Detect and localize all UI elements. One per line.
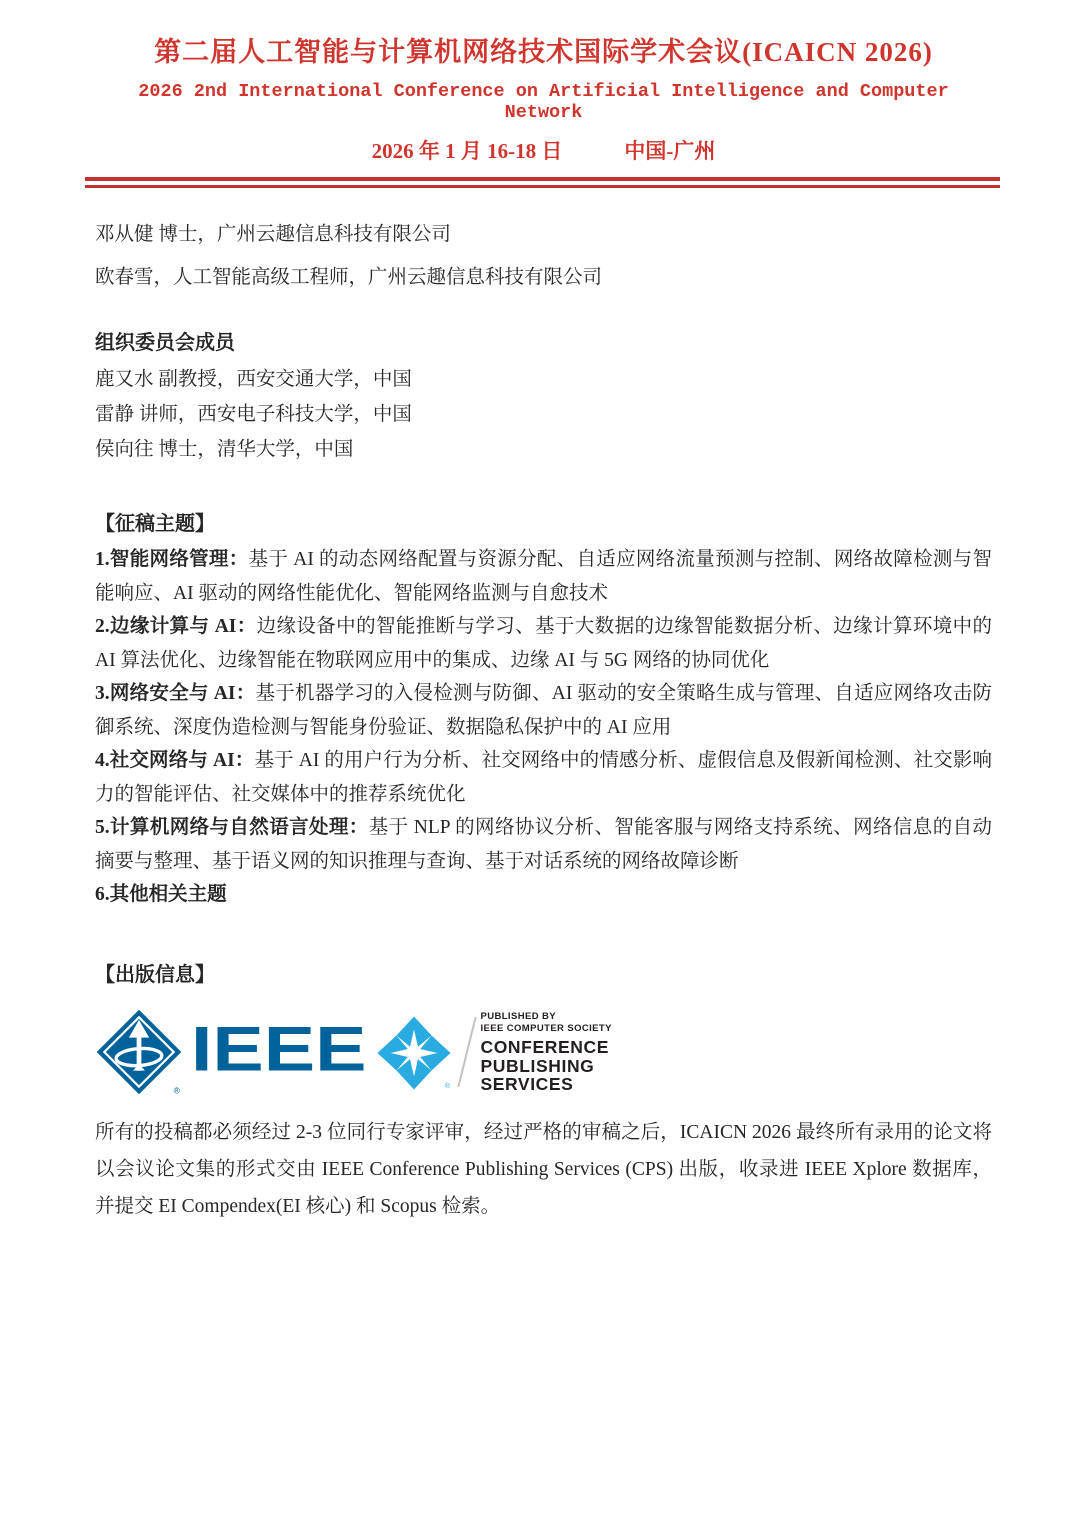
ieee-cps-logo	[95, 1008, 992, 1096]
organizing-committee-heading: 组织委员会成员	[95, 332, 235, 354]
conference-title-en: 2026 2nd International Conference on Artificial Intelligence and Computer Network	[138, 81, 949, 123]
topic-item: 5.计算机网络与自然语言处理：基于 NLP 的网络协议分析、智能客服与网络支持系统、网络信息的自动摘要与整理、基于语义网的知识推理与查询、基于对话系统的网络故障诊断	[95, 817, 992, 872]
list-item: 侯向往 博士，清华大学，中国	[95, 439, 354, 460]
svg-text:®: ®	[445, 1080, 451, 1090]
cps-society: IEEE COMPUTER SOCIETY	[480, 1023, 612, 1035]
cps-published-by: PUBLISHED BY	[480, 1011, 556, 1023]
topics-list	[95, 543, 992, 912]
cps-service-name: CONFERENCE PUBLISHING SERVICES	[480, 1037, 609, 1095]
topics-heading: 【征稿主题】	[95, 513, 215, 535]
ieee-wordmark: IEEE	[191, 1013, 367, 1084]
topic-item: 2.边缘计算与 AI：边缘设备中的智能推断与学习、基于大数据的边缘智能数据分析、边缘计算环境中的 AI 算法优化、边缘智能在物联网应用中的集成、边缘 AI 与 5G 网络的协同优化	[95, 616, 992, 671]
topic-item: 4.社交网络与 AI：基于 AI 的用户行为分析、社交网络中的情感分析、虚假信息及假新闻检测、社交影响力的智能评估、社交媒体中的推荐系统优化	[95, 750, 993, 805]
publication-paragraph: 所有的投稿都必须经过 2-3 位同行专家评审，经过严格的审稿之后，ICAICN 2026 最终所有录用的论文将以会议论文集的形式交由 IEEE Conference Publishing Services (CPS) 出版，收录进 IEEE Xplore 数据库，并提交 EI Compendex(EI 核心) 和 Scopus 检索。	[95, 1121, 992, 1217]
cps-star-icon	[376, 1015, 452, 1091]
topic-item: 6.其他相关主题	[95, 884, 227, 905]
conference-date-location	[95, 135, 992, 165]
topic-item: 3.网络安全与 AI：基于机器学习的入侵检测与防御、AI 驱动的安全策略生成与管理、自适应网络攻击防御系统、深度伪造检测与智能身份验证、数据隐私保护中的 AI 应用	[95, 683, 993, 738]
svg-text:®: ®	[173, 1084, 180, 1095]
list-item: 鹿又水 副教授，西安交通大学，中国	[95, 369, 412, 390]
list-item: 邓从健 博士，广州云趣信息科技有限公司	[95, 224, 451, 245]
publication-heading: 【出版信息】	[95, 963, 215, 986]
header-divider	[85, 177, 1000, 188]
conference-location: 中国-广州	[624, 139, 716, 163]
organizing-committee-list	[95, 362, 992, 467]
topic-item: 1.智能网络管理：基于 AI 的动态网络配置与资源分配、自适应网络流量预测与控制、网络故障检测与智能响应、AI 驱动的网络性能优化、智能网络监测与自愈技术	[95, 549, 992, 604]
conference-title-cn: 第二届人工智能与计算机网络技术国际学术会议(ICAICN 2026)	[154, 37, 933, 67]
chairs-list	[95, 218, 992, 295]
cps-text-block	[480, 1009, 611, 1094]
document-header	[95, 30, 992, 165]
ieee-diamond-icon	[95, 1008, 183, 1096]
list-item: 雷静 讲师，西安电子科技大学，中国	[95, 404, 412, 425]
conference-date: 2026 年 1 月 16-18 日	[371, 139, 563, 163]
list-item: 欧春雪，人工智能高级工程师，广州云趣信息科技有限公司	[95, 267, 603, 288]
logo-divider	[458, 1016, 477, 1086]
